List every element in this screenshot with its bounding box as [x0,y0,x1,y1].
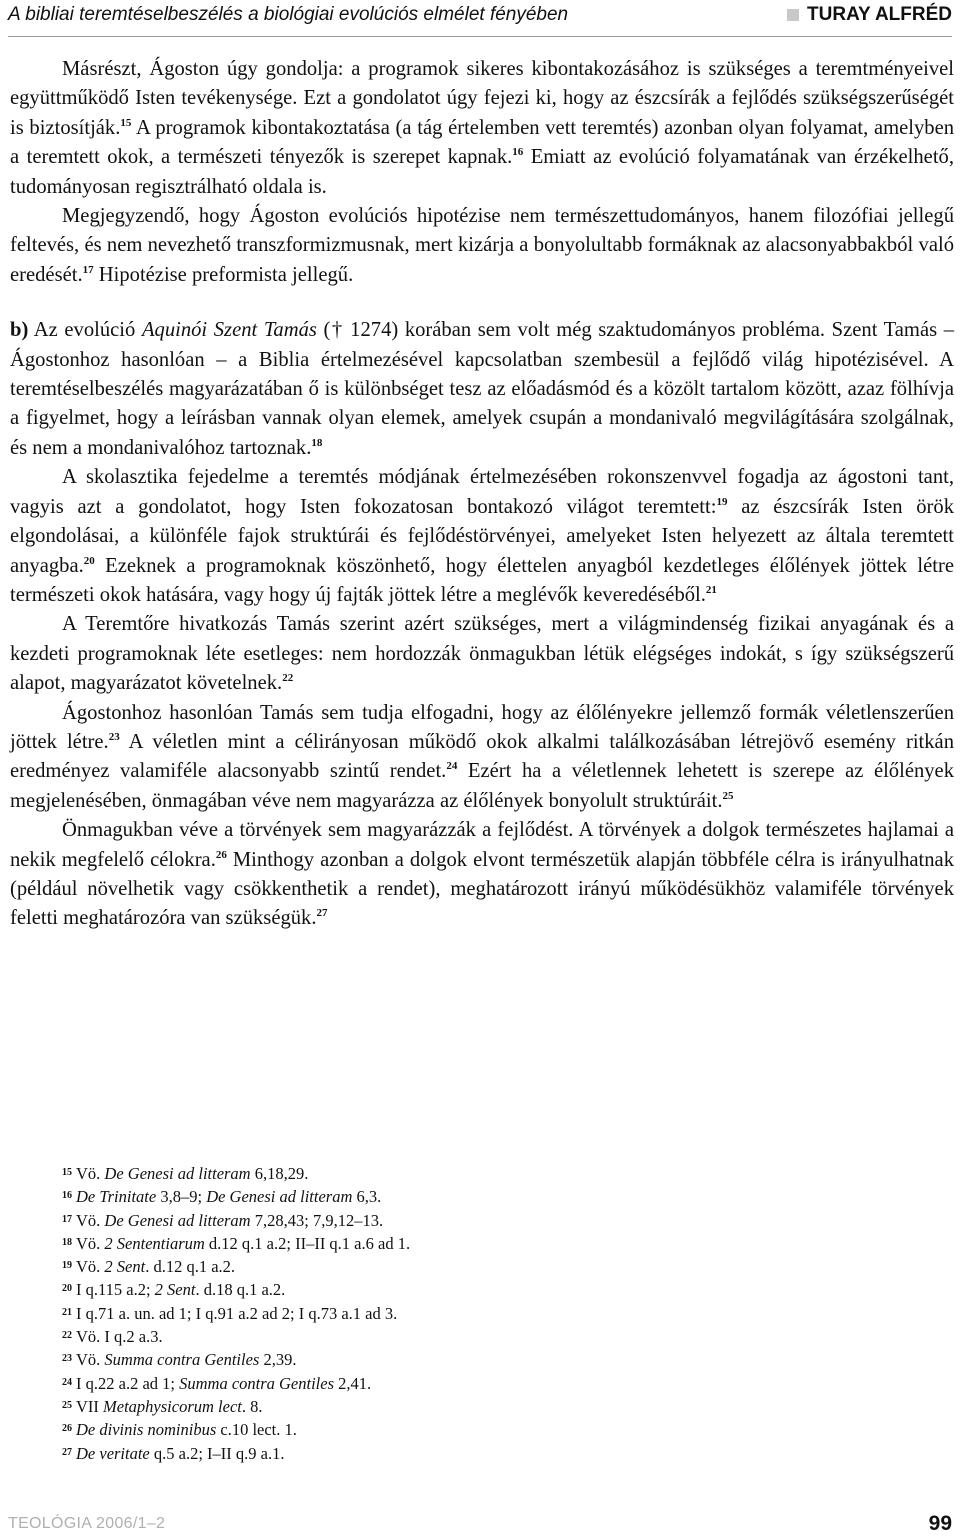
footer-journal: TEOLÓGIA 2006/1–2 [8,1515,166,1532]
footnote-number: 15 [62,1167,72,1178]
square-bullet-icon [787,9,799,21]
footnote-text: Vö. 2 Sent. d.12 q.1 a.2. [76,1257,236,1277]
footnote [62,1162,922,1185]
footnote-text: VII Metaphysicorum lect. 8. [76,1396,263,1416]
page-number: 99 [928,1512,952,1535]
footnote [62,1209,922,1232]
footnote [62,1325,922,1348]
paragraph: Megjegyzendő, hogy Ágoston evolúciós hipotézise nem természettudományos, hanem filozófiai jellegű feltevés, és nem nevezhető transzformizmusnak, mert kizárja a bonyolultabb formáknak az alacsonyabbakból való eredését.$^{17}$ Hipotézise preformista jellegű. [10,205,954,286]
footnote-text: Vö. De Genesi ad litteram 6,18,29. [76,1164,309,1183]
footnote [62,1302,922,1325]
footnote-number: 19 [62,1260,72,1272]
footnote [62,1348,922,1371]
footnote [62,1232,922,1255]
paragraph: Ágostonhoz hasonlóan Tamás sem tudja elfogadni, hogy az élőlényekre jellemző formák véletlenszerűen jöttek létre.$^{23}$ A véletlen mint a célirányosan működő okok alkalmi találkozásában létrejövő esemény ritkán eredményez valamiféle alacsonyabb szintű rendet.$^{24}$ Ezért ha a véletlennek lehetett is szerepe az élőlények megjelenésében, önmagában véve nem magyarázza az élőlények bonyolult struktúráit.$^{25}$ [10,701,954,812]
footnote-number: 20 [62,1283,72,1295]
footnote-number: 27 [62,1446,72,1458]
paragraph: A Teremtőre hivatkozás Tamás szerint azért szükséges, mert a világmindenség fizikai anyagának és a kezdeti programoknak léte esetleges: nem hordozzák önmagukban létük elégséges indokát, s így szükségszerű alapot, magyarázatot követelnek.$^{22}$ [10,613,954,695]
running-head-author [787,4,952,26]
paragraph: Önmagukban véve a törvények sem magyarázzák a fejlődést. A törvények a dolgok természetes hajlamai a nekik megfelelő célokra.$^{26}$ Minthogy azonban a dolgok elvont természetük alapján többféle célra is irányulhatnak (például növelhetik vagy csökkenthetik a rendet), meghatározott irányú működésükhöz valamiféle törvények feletti meghatározóra van szükségük.$^{27}$ [10,819,954,930]
footnote-number: 24 [62,1376,72,1388]
footnote-number: 22 [62,1330,72,1342]
footnote-number: 17 [62,1213,72,1225]
footnote [62,1255,922,1278]
paragraph: A skolasztika fejedelme a teremtés módjának értelmezésében rokonszenvvel fogadja az ágostoni tant, vagyis azt a gondolatot, hogy Isten fokozatosan bontakozó világot teremtett:$^{19}$ az észcsírák Isten örök elgondolásai, a különféle fajok struktúrái és fejlődéstörvényei, amelyeket Isten helyezett az általa teremtett anyagba.$^{20}$ Ezeknek a programoknak köszönhető, hogy élettelen anyagból kezdetleges élőlények jöttek létre természeti okok hatására, vagy hogy új fajták jöttek létre a meglévők keveredéséből.$^{21}$ [10,466,954,606]
footnote-text: I q.71 a. un. ad 1; I q.91 a.2 ad 2; I q.73 a.1 ad 3. [76,1303,398,1323]
footnote-text: De divinis nominibus c.10 lect. 1. [76,1420,297,1440]
footnote-number: 16 [62,1190,72,1202]
footnote-text: Vö. Summa contra Gentiles 2,39. [76,1350,297,1370]
paragraph: b) Az evolúció Aquinói Szent Tamás († 1274) korában sem volt még szaktudományos probléma. Szent Tamás – Ágostonhoz hasonlóan – a Biblia értelmezésével kapcsolatban szembesül a fejlődő világ hipotézisével. A teremtéselbeszélés magyarázatában ő is különbséget tesz az előadásmód és a közölt tartalom között, azaz fölhívja a figyelmet, hogy a leírásban vannak olyan elemek, amelyek csupán a mondanivaló megvilágítására szolgálnak, és nem a mondanivalóhoz tartoznak.$^{18}$ [10,319,955,459]
footnote [62,1395,922,1418]
footnote-number: 23 [62,1353,72,1365]
running-head-title: A bibliai teremtéselbeszélés a biológiai evolúciós elmélet fényében [8,4,569,25]
footnotes [62,1162,922,1465]
paragraph: Másrészt, Ágoston úgy gondolja: a programok sikeres kibontakozásához is szükséges a teremtményeivel együttműködő Isten tevékenysége. Ezt a gondolatot úgy fejezi ki, hogy az észcsírák a fejlődés szükségszerűségét is biztosítják.$^{15}$ A programok kibontakoztatása (a tág értelemben vett teremtés) azonban olyan folyamat, amelyben a teremtett okok, a természeti tényezők is szerepet kapnak.$^{16}$ Emiatt az evolúció folyamatának van érzékelhető, tudományosan regisztrálható oldala is. [10,58,955,198]
footnote-number: 21 [62,1306,72,1318]
footnote [62,1372,922,1395]
footnote-text: I q.22 a.2 ad 1; Summa contra Gentiles 2,41. [76,1373,372,1393]
body-text [10,55,954,934]
header-rule [8,36,952,37]
footnote-number: 18 [62,1236,72,1248]
footnote-text: I q.115 a.2; 2 Sent. d.18 q.1 a.2. [76,1280,286,1300]
footnote-number: 25 [62,1399,72,1411]
footnote [62,1278,922,1301]
author-name: TURAY ALFRÉD [807,4,952,25]
footnote [62,1185,922,1208]
footnote-text: De veritate q.5 a.2; I–II q.9 a.1. [76,1443,285,1463]
footnote-text: Vö. 2 Sententiarum d.12 q.1 a.2; II–II q.1 a.6 ad 1. [76,1233,411,1253]
footnote [62,1442,922,1465]
footnote [62,1418,922,1441]
footnote-text: De Trinitate 3,8–9; De Genesi ad litteram 6,3. [76,1187,382,1207]
footnote-number: 26 [62,1423,72,1435]
footnote-text: Vö. I q.2 a.3. [76,1327,163,1347]
footnote-text: Vö. De Genesi ad litteram 7,28,43; 7,9,12–13. [76,1210,384,1230]
